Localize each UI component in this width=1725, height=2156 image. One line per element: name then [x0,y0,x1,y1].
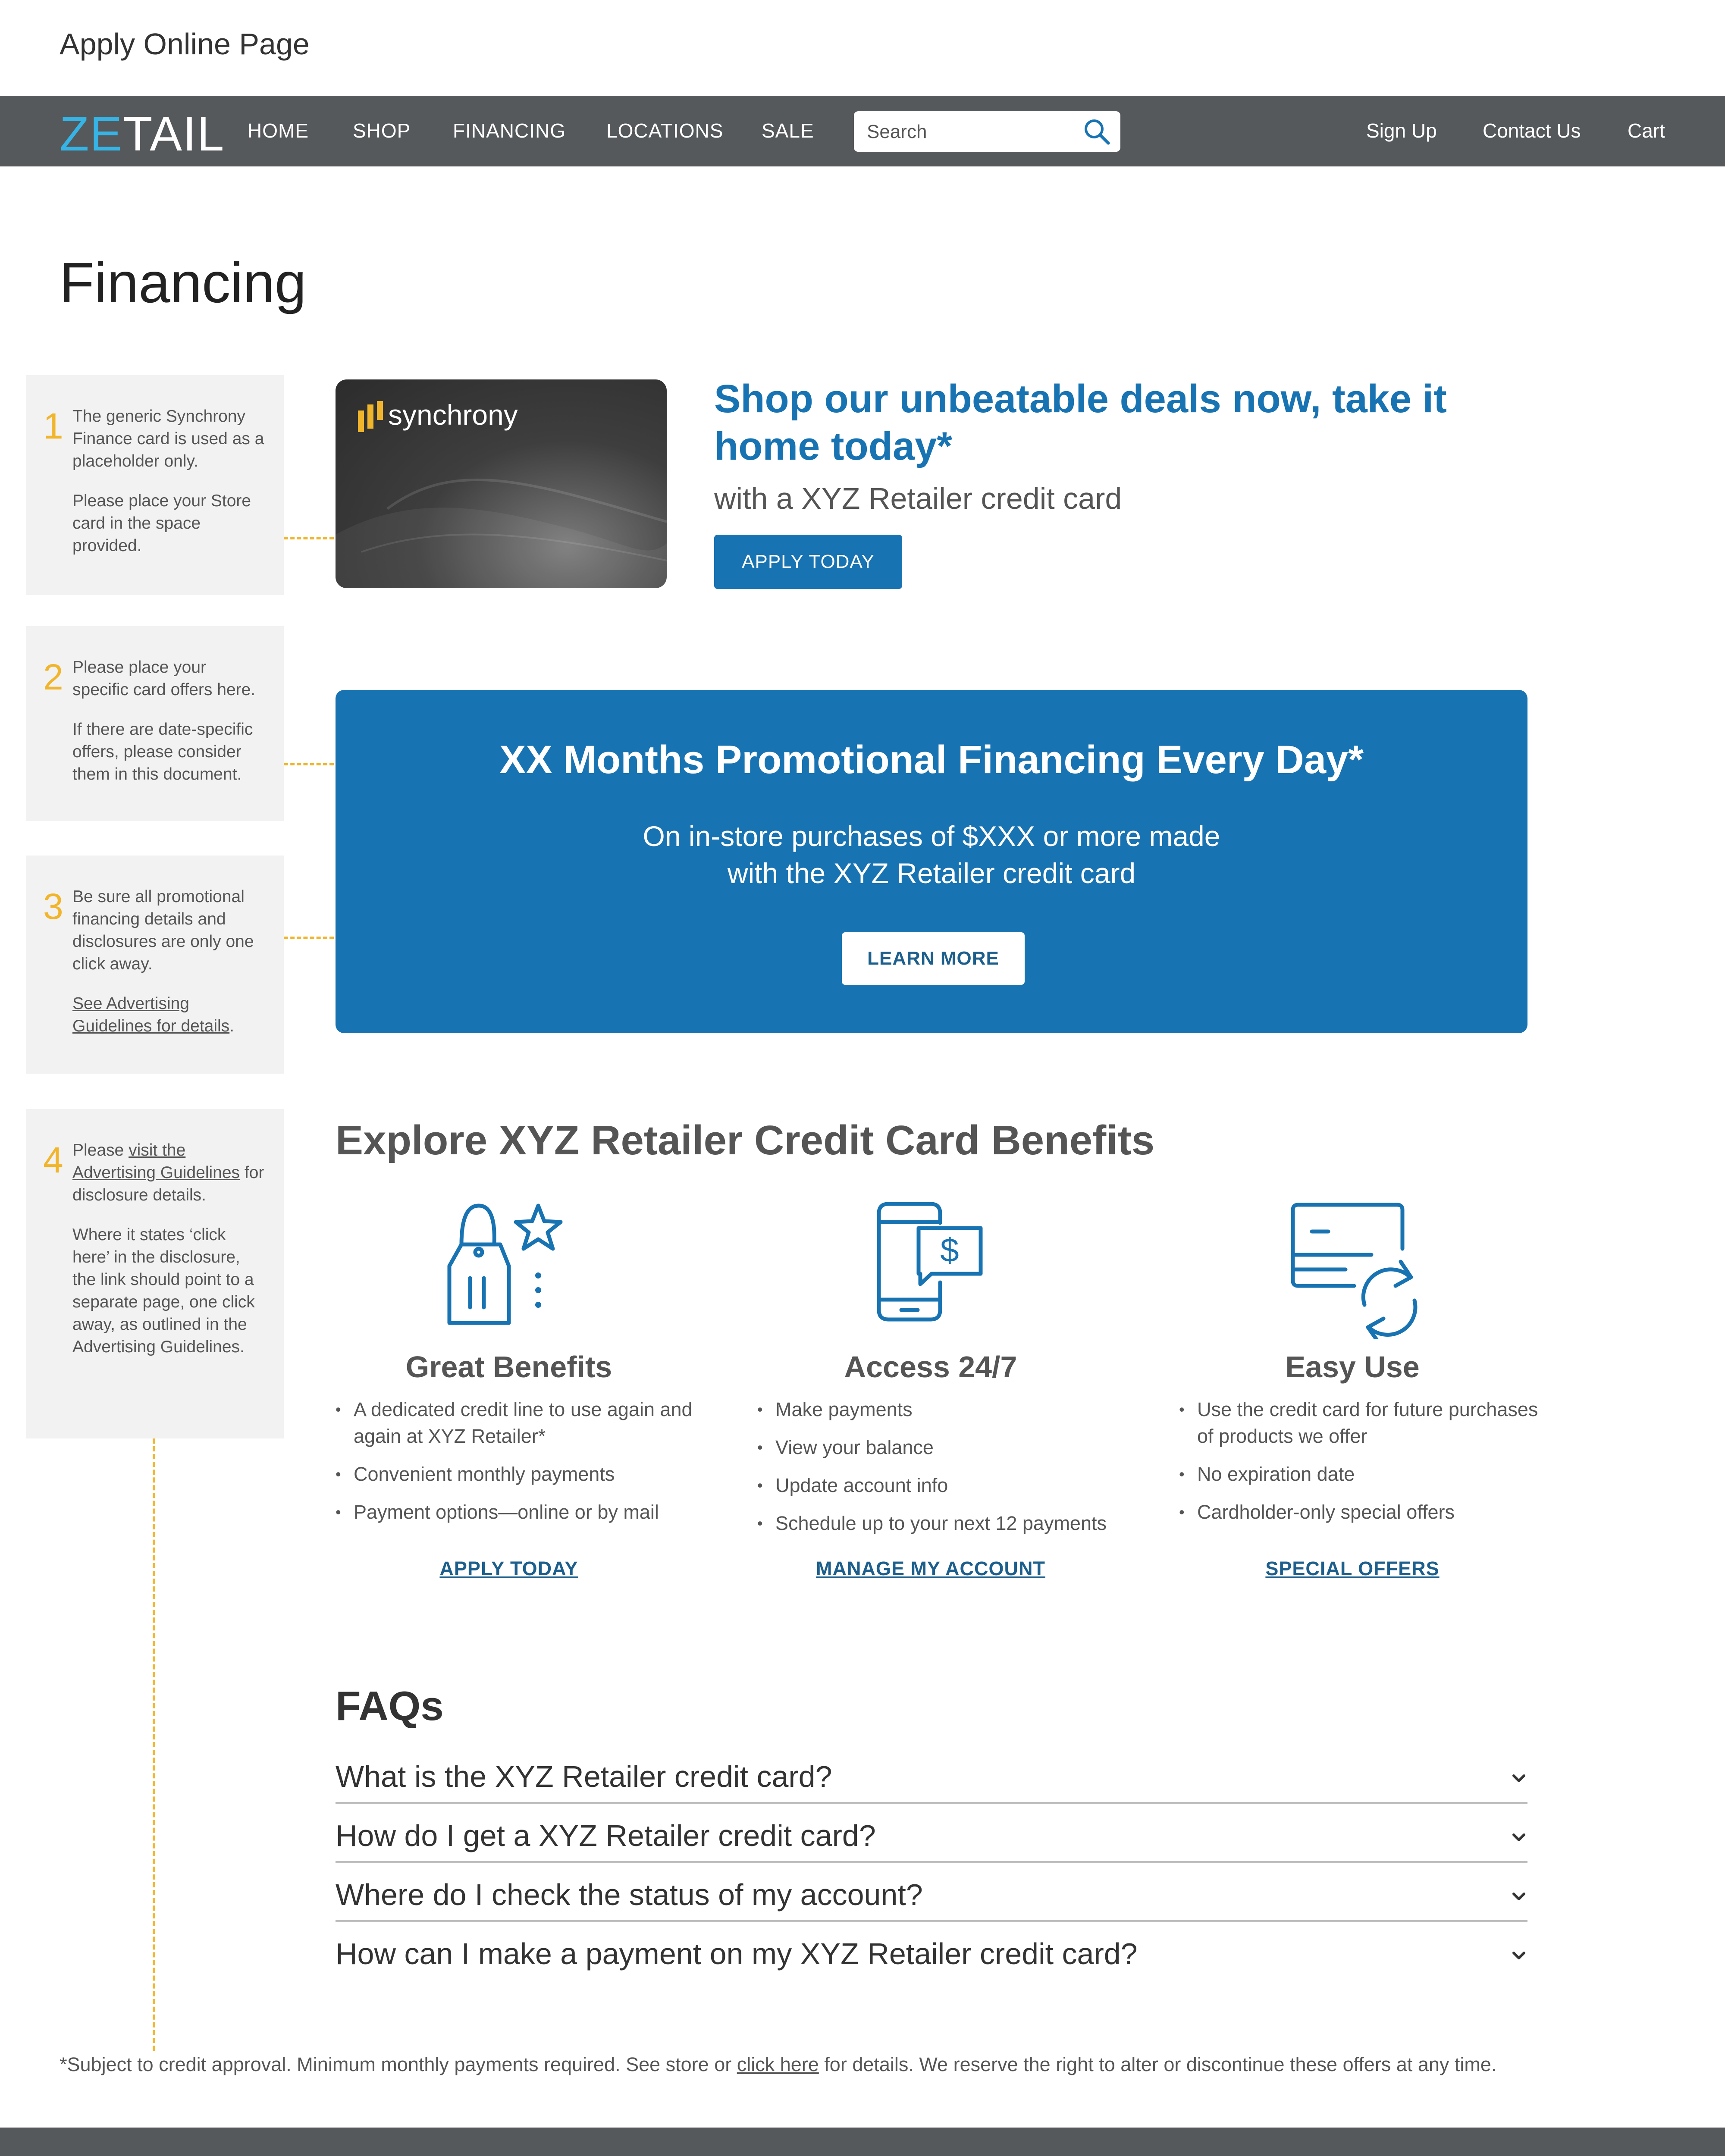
faq-question: Where do I check the status of my account? [336,1878,923,1912]
chevron-down-icon [1510,1947,1527,1964]
apply-today-link[interactable]: APPLY TODAY [439,1557,578,1579]
card-refresh-icon [1289,1201,1419,1339]
nav-cart[interactable]: Cart [1628,119,1665,142]
visit-guidelines-link[interactable]: visit the Advertising Guidelines [72,1141,240,1182]
nav-locations[interactable]: LOCATIONS [606,119,724,142]
note-text: Where it states ‘click here’ in the disclosure, the link should point to a separate page, one click away, as outlined in the Advertising Guidelines. [72,1225,255,1356]
faq-item[interactable] [336,1924,1527,1981]
benefit-title: Access 24/7 [844,1350,1017,1384]
note-number: 3 [43,886,63,927]
page-title-top: Apply Online Page [60,27,310,61]
note-number: 2 [43,657,63,697]
note-text: Be sure all promotional financing details and disclosures are only one click away. [72,887,254,973]
faq-question: How do I get a XYZ Retailer credit card? [336,1819,876,1852]
logo[interactable] [60,106,225,162]
benefit-title: Great Benefits [405,1350,612,1384]
note-number: 4 [43,1140,63,1180]
list-item: • View your balance [757,1434,1137,1461]
banner-title: XX Months Promotional Financing Every Day* [499,738,1364,782]
note-2 [26,626,284,821]
note-text: The generic Synchrony Finance card is used as a placeholder only. [72,407,264,470]
footer [0,2128,1725,2156]
click-here-link[interactable]: click here [737,2053,819,2075]
svg-text:$: $ [940,1231,959,1269]
faq-item[interactable] [336,1865,1527,1922]
search-box [854,111,1120,152]
nav-sign-up[interactable]: Sign Up [1366,119,1437,142]
advertising-guidelines-link[interactable]: See Advertising Guidelines for details [72,994,230,1035]
special-offers-link[interactable]: SPECIAL OFFERS [1265,1557,1440,1579]
note-4 [26,1109,284,1438]
list-item: • Convenient monthly payments [336,1461,715,1488]
logo-accent: ZE [60,107,123,161]
list-item: • Payment options—online or by mail [336,1499,715,1526]
note-text: Please visit the Advertising Guidelines for disclosure details. [72,1141,264,1204]
benefit-list-easy-use [1179,1396,1559,1537]
benefits-heading: Explore XYZ Retailer Credit Card Benefits [336,1117,1155,1163]
card-brand: synchrony [388,399,518,431]
faq-item[interactable] [336,1805,1527,1863]
list-item: • Use the credit card for future purchases of products we offer [1179,1396,1559,1450]
chevron-down-icon [1510,1888,1527,1905]
nav-contact-us[interactable]: Contact Us [1483,119,1581,142]
list-item: • Schedule up to your next 12 payments [757,1510,1137,1537]
nav-home[interactable]: HOME [248,119,309,142]
list-item: • Make payments [757,1396,1137,1423]
nav-financing[interactable]: FINANCING [453,119,566,142]
note-text: See Advertising Guidelines for details. [72,994,235,1035]
benefit-list-great-benefits [336,1396,715,1537]
benefit-list-access [757,1396,1137,1548]
note-text: Please place your specific card offers here. [72,658,256,699]
banner-subtitle: On in-store purchases of $XXX or more made with the XYZ Retailer credit card [643,820,1220,889]
faq-question: What is the XYZ Retailer credit card? [336,1760,832,1793]
search-input[interactable] [866,119,1066,145]
note-3 [26,856,284,1074]
promo-headline: Shop our unbeatable deals now, take it home today* [714,377,1447,468]
chevron-down-icon [1510,1829,1527,1846]
nav-shop[interactable]: SHOP [353,119,411,142]
tag-star-icon [444,1201,574,1326]
note-1 [26,375,284,595]
chevron-down-icon [1510,1770,1527,1787]
faq-item[interactable] [336,1746,1527,1804]
nav-sale[interactable]: SALE [762,119,814,142]
list-item: • Update account info [757,1472,1137,1499]
note-text: Please place your Store card in the space provided. [72,492,251,555]
phone-dollar-icon [875,1201,983,1322]
logo-rest: TAIL [123,107,225,161]
faq-question: How can I make a payment on my XYZ Retailer credit card? [336,1937,1138,1971]
card-image [336,379,667,588]
note-number: 1 [43,406,63,446]
faq-heading: FAQs [336,1683,444,1729]
benefit-title: Easy Use [1285,1350,1420,1384]
apply-today-button[interactable]: APPLY TODAY [714,535,902,589]
note-connector [153,1438,155,2051]
search-icon[interactable] [1082,117,1111,146]
disclaimer: *Subject to credit approval. Minimum monthly payments required. See store or click here for details. We reserve the right to alter or discontinue these offers at any time. [60,2053,1497,2075]
learn-more-button[interactable]: LEARN MORE [842,932,1025,985]
list-item: • Cardholder-only special offers [1179,1499,1559,1526]
promo-subline: with a XYZ Retailer credit card [714,482,1122,515]
list-item: • No expiration date [1179,1461,1559,1488]
list-item: • A dedicated credit line to use again and again at XYZ Retailer* [336,1396,715,1450]
note-text: If there are date-specific offers, please consider them in this document. [72,720,253,783]
page-heading: Financing [60,251,307,314]
manage-account-link[interactable]: MANAGE MY ACCOUNT [816,1557,1045,1579]
